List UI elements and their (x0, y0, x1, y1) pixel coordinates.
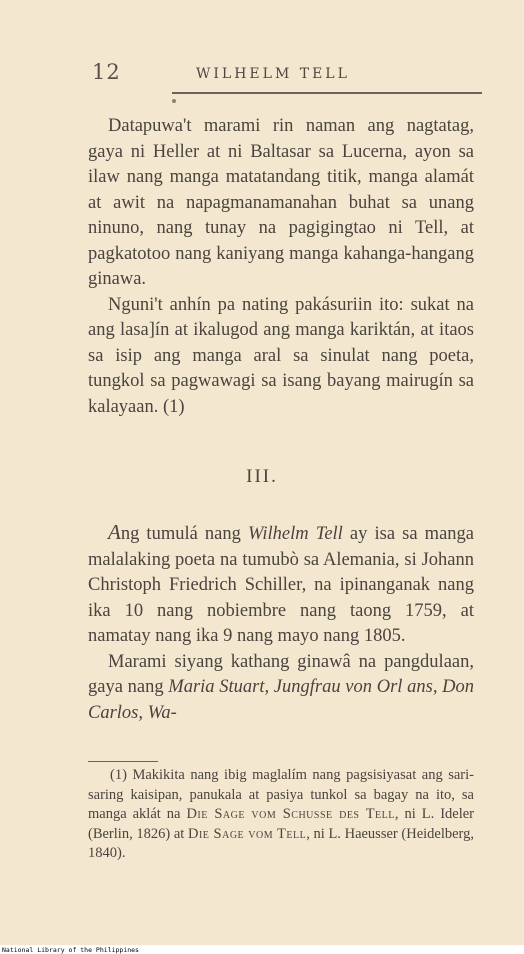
titles-italic: Maria Stuart, Jungfrau von Orl ans, Don Carlos, Wa- (88, 677, 475, 723)
paragraph: Ang tumulá nang Wilhelm Tell ay isa sa manga malalaking poeta na tumubò sa Alemania, si Johann Christoph Friedrich Schiller, na ipinanganak nang ika 10 nang nobiembre nang taong 1759, at namatay nang ika 9 nang mayo nang 1805. (88, 520, 474, 646)
footnote-rule (88, 761, 158, 762)
footnote: (1) Makikita nang ibig maglalím nang pagsisiyasat ang sari-saring kaisipan, panukala at pasiya tunkol sa bagay na ito, sa manga aklát na Die Sage vom Schusse des Tell, ni L. Ideler (Berlin, 1826) at Die Sage vom Tell, ni L. Haeusser (Heidelberg, 1840). (88, 767, 475, 861)
running-head: WILHELM TELL (196, 66, 350, 82)
ink-speck (172, 99, 176, 103)
library-credit: National Library of the Philippines (2, 946, 139, 954)
title-italic: Wilhelm Tell (248, 524, 343, 544)
book-title: Die Sage vom Tell (187, 825, 307, 842)
paragraph: Marami siyang kathang ginawâ na pangdulaan, gaya nang Maria Stuart, Jungfrau von Orl ans, Don Carlos, Wa- (88, 651, 475, 723)
section-heading: III. (246, 466, 278, 487)
section-1-text (88, 114, 474, 420)
section-3-text (88, 520, 474, 726)
paragraph: Datapuwa't marami rin naman ang nagtatag, gaya ni Heller at ni Baltasar sa Lucerna, ayon sa ilaw nang manga matatandang titik, manga alamát at awit na napagmanamanahan buhat sa unang ninuno, nang tunay na pagigingtao ni Tell, at pagkatotoo nang kaniyang manga kahanga-hangang ginawa. (88, 116, 474, 289)
header-rule (172, 92, 482, 94)
page-number: 12 (92, 60, 121, 84)
book-title: Die Sage vom Schusse des Tell (186, 806, 395, 822)
drop-letter: A (108, 520, 121, 544)
paragraph: Nguni't anhín pa nating pakásuriin ito: sukat na ang lasa]ín at ikalugod ang manga kariktán, at itaos sa isip ang manga aral sa sinulat nang poeta, tungkol sa pagwawagi sa isang bayang mairugín sa kalayaan. (1) (88, 294, 474, 417)
